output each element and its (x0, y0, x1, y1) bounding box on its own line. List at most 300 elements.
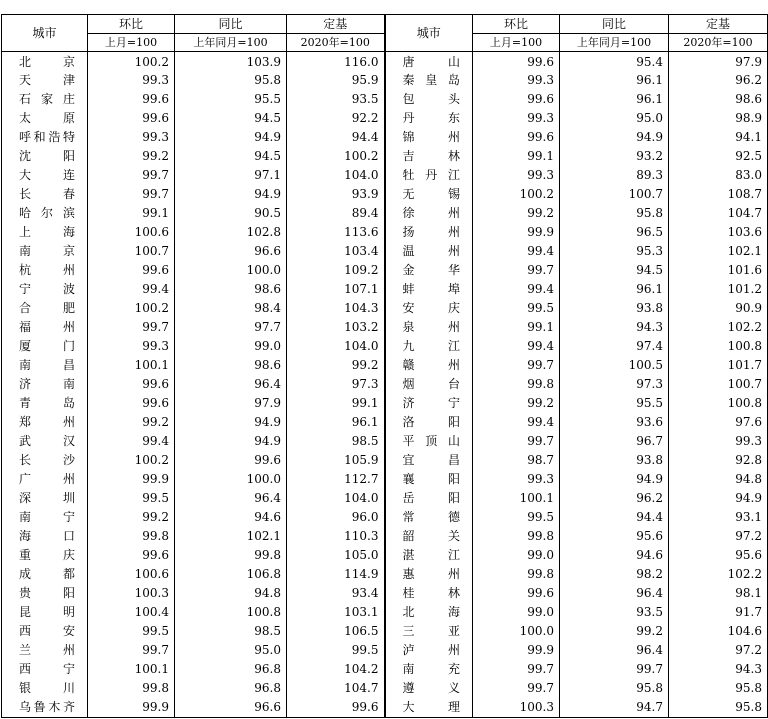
city-cell-left: 乌鲁木齐 (2, 697, 88, 717)
mom-cell-right: 99.9 (473, 641, 560, 660)
mom-cell-left: 99.8 (88, 679, 175, 698)
table-row (2, 242, 768, 261)
city-cell-right: 惠州 (385, 565, 473, 584)
yoy-subheader-right: 上年同月=100 (560, 34, 669, 52)
base-cell-left: 99.6 (287, 697, 385, 717)
mom-cell-right: 99.4 (473, 413, 560, 432)
mom-cell-left: 100.4 (88, 603, 175, 622)
city-cell-left: 天津 (2, 71, 88, 90)
base-cell-right: 101.6 (669, 261, 768, 280)
mom-cell-left: 99.2 (88, 508, 175, 527)
city-cell-right: 烟台 (385, 375, 473, 394)
city-cell-right: 徐州 (385, 204, 473, 223)
yoy-cell-right: 95.3 (560, 242, 669, 261)
mom-cell-left: 100.2 (88, 299, 175, 318)
yoy-cell-left: 96.6 (175, 697, 287, 717)
base-cell-left: 99.5 (287, 641, 385, 660)
city-cell-left: 宁波 (2, 280, 88, 299)
city-cell-right: 泉州 (385, 318, 473, 337)
base-cell-right: 108.7 (669, 185, 768, 204)
mom-subheader-left: 上月=100 (88, 34, 175, 52)
yoy-cell-right: 96.4 (560, 641, 669, 660)
city-cell-right: 洛阳 (385, 413, 473, 432)
mom-cell-right: 99.3 (473, 470, 560, 489)
mom-cell-left: 99.6 (88, 261, 175, 280)
base-cell-left: 104.0 (287, 166, 385, 185)
yoy-cell-left: 94.9 (175, 128, 287, 147)
yoy-cell-left: 100.0 (175, 261, 287, 280)
yoy-cell-left: 97.1 (175, 166, 287, 185)
city-cell-right: 桂林 (385, 584, 473, 603)
base-cell-left: 103.1 (287, 603, 385, 622)
base-subheader-left: 2020年=100 (287, 34, 385, 52)
city-cell-right: 扬州 (385, 223, 473, 242)
base-cell-right: 83.0 (669, 166, 768, 185)
base-cell-right: 95.6 (669, 546, 768, 565)
yoy-cell-left: 102.1 (175, 527, 287, 546)
city-cell-right: 牡丹江 (385, 166, 473, 185)
mom-cell-left: 99.7 (88, 641, 175, 660)
base-cell-left: 107.1 (287, 280, 385, 299)
yoy-cell-right: 100.5 (560, 356, 669, 375)
yoy-cell-left: 94.5 (175, 147, 287, 166)
city-cell-left: 海口 (2, 527, 88, 546)
yoy-cell-right: 95.4 (560, 52, 669, 72)
base-cell-right: 95.8 (669, 697, 768, 717)
base-cell-left: 109.2 (287, 261, 385, 280)
table-row (2, 90, 768, 109)
yoy-cell-right: 94.9 (560, 470, 669, 489)
city-cell-left: 上海 (2, 223, 88, 242)
table-row (2, 546, 768, 565)
table-row (2, 432, 768, 451)
yoy-cell-right: 96.4 (560, 584, 669, 603)
mom-cell-left: 99.8 (88, 527, 175, 546)
city-cell-right: 赣州 (385, 356, 473, 375)
yoy-cell-left: 99.6 (175, 451, 287, 470)
base-cell-left: 96.0 (287, 508, 385, 527)
yoy-cell-left: 96.8 (175, 679, 287, 698)
city-cell-left: 兰州 (2, 641, 88, 660)
city-cell-right: 九江 (385, 337, 473, 356)
mom-cell-right: 98.7 (473, 451, 560, 470)
yoy-cell-left: 103.9 (175, 52, 287, 72)
mom-cell-left: 100.2 (88, 52, 175, 72)
yoy-cell-right: 94.4 (560, 508, 669, 527)
city-cell-left: 合肥 (2, 299, 88, 318)
table-row (2, 697, 768, 717)
base-cell-left: 93.9 (287, 185, 385, 204)
base-cell-left: 114.9 (287, 565, 385, 584)
mom-cell-left: 100.3 (88, 584, 175, 603)
mom-cell-left: 99.4 (88, 280, 175, 299)
yoy-cell-left: 94.5 (175, 109, 287, 128)
city-cell-left: 银川 (2, 679, 88, 698)
base-cell-right: 99.3 (669, 432, 768, 451)
mom-cell-right: 99.8 (473, 527, 560, 546)
table-row (2, 413, 768, 432)
mom-cell-right: 100.3 (473, 697, 560, 717)
base-cell-right: 104.7 (669, 204, 768, 223)
yoy-cell-left: 95.5 (175, 90, 287, 109)
mom-cell-right: 100.2 (473, 185, 560, 204)
yoy-cell-right: 96.5 (560, 223, 669, 242)
base-cell-right: 92.8 (669, 451, 768, 470)
yoy-column-header-left: 同比 (175, 15, 287, 34)
mom-cell-left: 99.1 (88, 204, 175, 223)
mom-cell-right: 99.2 (473, 394, 560, 413)
yoy-column-header-right: 同比 (560, 15, 669, 34)
table-row (2, 489, 768, 508)
base-column-header-right: 定基 (669, 15, 768, 34)
mom-cell-right: 99.6 (473, 128, 560, 147)
base-cell-right: 94.3 (669, 660, 768, 679)
base-cell-right: 94.1 (669, 128, 768, 147)
base-cell-left: 104.3 (287, 299, 385, 318)
mom-column-header-right: 环比 (473, 15, 560, 34)
city-cell-left: 重庆 (2, 546, 88, 565)
base-cell-right: 97.9 (669, 52, 768, 72)
yoy-cell-left: 98.6 (175, 280, 287, 299)
base-cell-left: 104.0 (287, 337, 385, 356)
base-cell-right: 103.6 (669, 223, 768, 242)
base-cell-left: 99.2 (287, 356, 385, 375)
base-cell-left: 103.4 (287, 242, 385, 261)
table-row (2, 204, 768, 223)
mom-cell-left: 100.6 (88, 223, 175, 242)
yoy-cell-left: 106.8 (175, 565, 287, 584)
yoy-cell-left: 100.0 (175, 470, 287, 489)
yoy-cell-right: 96.1 (560, 280, 669, 299)
city-cell-left: 广州 (2, 470, 88, 489)
table-row (2, 508, 768, 527)
mom-cell-right: 99.1 (473, 147, 560, 166)
base-cell-right: 100.8 (669, 394, 768, 413)
city-cell-left: 呼和浩特 (2, 128, 88, 147)
city-cell-left: 昆明 (2, 603, 88, 622)
base-cell-left: 103.2 (287, 318, 385, 337)
table-row (2, 584, 768, 603)
city-cell-right: 襄阳 (385, 470, 473, 489)
base-cell-left: 104.0 (287, 489, 385, 508)
city-cell-right: 包头 (385, 90, 473, 109)
table-row (2, 71, 768, 90)
yoy-cell-left: 97.7 (175, 318, 287, 337)
city-column-header-left: 城市 (2, 15, 88, 52)
base-cell-left: 99.1 (287, 394, 385, 413)
base-cell-right: 97.6 (669, 413, 768, 432)
mom-cell-right: 99.3 (473, 166, 560, 185)
mom-cell-left: 99.7 (88, 166, 175, 185)
yoy-cell-left: 102.8 (175, 223, 287, 242)
city-cell-right: 唐山 (385, 52, 473, 72)
base-cell-left: 104.2 (287, 660, 385, 679)
yoy-cell-left: 94.8 (175, 584, 287, 603)
city-column-header-right: 城市 (385, 15, 473, 52)
yoy-cell-left: 94.6 (175, 508, 287, 527)
city-cell-left: 郑州 (2, 413, 88, 432)
city-cell-left: 西宁 (2, 660, 88, 679)
city-cell-right: 韶关 (385, 527, 473, 546)
base-cell-right: 94.8 (669, 470, 768, 489)
table-row (2, 622, 768, 641)
table-row (2, 603, 768, 622)
base-cell-right: 93.1 (669, 508, 768, 527)
city-cell-left: 南宁 (2, 508, 88, 527)
mom-cell-left: 99.3 (88, 337, 175, 356)
mom-cell-right: 99.7 (473, 432, 560, 451)
table-row (2, 299, 768, 318)
base-cell-left: 94.4 (287, 128, 385, 147)
mom-cell-left: 99.6 (88, 546, 175, 565)
mom-cell-right: 99.4 (473, 280, 560, 299)
mom-cell-left: 99.3 (88, 128, 175, 147)
mom-cell-right: 99.4 (473, 242, 560, 261)
yoy-cell-left: 97.9 (175, 394, 287, 413)
yoy-cell-right: 95.5 (560, 394, 669, 413)
base-cell-left: 110.3 (287, 527, 385, 546)
city-cell-right: 岳阳 (385, 489, 473, 508)
yoy-cell-left: 96.8 (175, 660, 287, 679)
yoy-cell-left: 96.6 (175, 242, 287, 261)
mom-cell-right: 99.7 (473, 261, 560, 280)
city-cell-right: 金华 (385, 261, 473, 280)
yoy-cell-right: 94.5 (560, 261, 669, 280)
table-body (2, 52, 768, 718)
base-cell-right: 96.2 (669, 71, 768, 90)
mom-cell-left: 99.4 (88, 432, 175, 451)
yoy-cell-right: 96.7 (560, 432, 669, 451)
yoy-cell-right: 93.8 (560, 451, 669, 470)
base-cell-right: 90.9 (669, 299, 768, 318)
mom-cell-left: 99.9 (88, 470, 175, 489)
yoy-cell-right: 95.8 (560, 204, 669, 223)
mom-cell-left: 100.7 (88, 242, 175, 261)
city-cell-left: 大连 (2, 166, 88, 185)
yoy-cell-right: 95.6 (560, 527, 669, 546)
city-cell-left: 武汉 (2, 432, 88, 451)
yoy-cell-right: 95.0 (560, 109, 669, 128)
base-cell-left: 97.3 (287, 375, 385, 394)
base-cell-left: 95.9 (287, 71, 385, 90)
table-row (2, 565, 768, 584)
yoy-cell-right: 93.2 (560, 147, 669, 166)
base-cell-left: 93.4 (287, 584, 385, 603)
city-cell-left: 南昌 (2, 356, 88, 375)
mom-cell-right: 99.2 (473, 204, 560, 223)
table-row (2, 147, 768, 166)
city-cell-left: 深圳 (2, 489, 88, 508)
yoy-cell-left: 100.8 (175, 603, 287, 622)
yoy-cell-right: 93.8 (560, 299, 669, 318)
yoy-cell-right: 100.7 (560, 185, 669, 204)
mom-cell-right: 100.1 (473, 489, 560, 508)
table-header (2, 15, 768, 52)
base-cell-right: 91.7 (669, 603, 768, 622)
city-cell-right: 蚌埠 (385, 280, 473, 299)
yoy-cell-right: 95.8 (560, 679, 669, 698)
yoy-cell-right: 96.2 (560, 489, 669, 508)
base-cell-left: 105.9 (287, 451, 385, 470)
table-row (2, 185, 768, 204)
base-cell-right: 98.6 (669, 90, 768, 109)
city-cell-left: 长春 (2, 185, 88, 204)
city-cell-left: 石家庄 (2, 90, 88, 109)
mom-cell-left: 99.6 (88, 90, 175, 109)
base-cell-right: 102.1 (669, 242, 768, 261)
city-cell-right: 泸州 (385, 641, 473, 660)
mom-cell-right: 99.5 (473, 508, 560, 527)
base-cell-right: 95.8 (669, 679, 768, 698)
base-cell-left: 92.2 (287, 109, 385, 128)
base-cell-right: 92.5 (669, 147, 768, 166)
base-cell-left: 116.0 (287, 52, 385, 72)
yoy-cell-right: 94.6 (560, 546, 669, 565)
yoy-cell-right: 99.7 (560, 660, 669, 679)
mom-cell-left: 99.2 (88, 147, 175, 166)
table-row (2, 318, 768, 337)
yoy-cell-right: 96.1 (560, 71, 669, 90)
base-cell-left: 89.4 (287, 204, 385, 223)
yoy-cell-left: 94.9 (175, 432, 287, 451)
yoy-cell-left: 98.4 (175, 299, 287, 318)
yoy-cell-right: 99.2 (560, 622, 669, 641)
yoy-cell-right: 94.3 (560, 318, 669, 337)
table-row (2, 660, 768, 679)
table-row (2, 641, 768, 660)
mom-cell-left: 100.1 (88, 356, 175, 375)
mom-cell-right: 99.6 (473, 584, 560, 603)
base-cell-left: 93.5 (287, 90, 385, 109)
yoy-cell-right: 93.6 (560, 413, 669, 432)
mom-cell-right: 99.7 (473, 356, 560, 375)
city-cell-right: 南充 (385, 660, 473, 679)
mom-cell-right: 99.9 (473, 223, 560, 242)
city-cell-right: 大理 (385, 697, 473, 717)
city-cell-left: 杭州 (2, 261, 88, 280)
yoy-cell-left: 99.0 (175, 337, 287, 356)
mom-cell-left: 99.7 (88, 185, 175, 204)
base-cell-right: 98.1 (669, 584, 768, 603)
base-cell-right: 100.8 (669, 337, 768, 356)
city-cell-left: 西安 (2, 622, 88, 641)
table-row (2, 128, 768, 147)
city-cell-left: 北京 (2, 52, 88, 72)
base-cell-right: 97.2 (669, 527, 768, 546)
city-cell-left: 哈尔滨 (2, 204, 88, 223)
city-cell-left: 贵阳 (2, 584, 88, 603)
city-cell-right: 湛江 (385, 546, 473, 565)
table-row (2, 356, 768, 375)
yoy-cell-left: 90.5 (175, 204, 287, 223)
city-cell-right: 秦皇岛 (385, 71, 473, 90)
yoy-cell-right: 96.1 (560, 90, 669, 109)
mom-cell-right: 100.0 (473, 622, 560, 641)
yoy-cell-right: 93.5 (560, 603, 669, 622)
base-cell-right: 97.2 (669, 641, 768, 660)
city-cell-right: 无锡 (385, 185, 473, 204)
city-cell-left: 济南 (2, 375, 88, 394)
city-cell-left: 长沙 (2, 451, 88, 470)
table-row (2, 337, 768, 356)
yoy-cell-left: 98.6 (175, 356, 287, 375)
table-row (2, 280, 768, 299)
table-row (2, 166, 768, 185)
mom-cell-right: 99.7 (473, 679, 560, 698)
city-cell-right: 安庆 (385, 299, 473, 318)
mom-column-header-left: 环比 (88, 15, 175, 34)
yoy-cell-right: 97.4 (560, 337, 669, 356)
city-cell-right: 三亚 (385, 622, 473, 641)
yoy-cell-left: 96.4 (175, 489, 287, 508)
city-cell-right: 丹东 (385, 109, 473, 128)
mom-cell-left: 99.5 (88, 622, 175, 641)
mom-cell-left: 99.6 (88, 109, 175, 128)
mom-cell-left: 99.9 (88, 697, 175, 717)
base-cell-right: 104.6 (669, 622, 768, 641)
mom-cell-left: 100.1 (88, 660, 175, 679)
table-row (2, 527, 768, 546)
mom-cell-left: 100.6 (88, 565, 175, 584)
mom-cell-right: 99.3 (473, 109, 560, 128)
yoy-cell-left: 94.9 (175, 413, 287, 432)
city-cell-right: 吉林 (385, 147, 473, 166)
yoy-cell-left: 95.8 (175, 71, 287, 90)
base-cell-left: 104.7 (287, 679, 385, 698)
base-cell-left: 105.0 (287, 546, 385, 565)
table-row (2, 261, 768, 280)
base-cell-right: 101.7 (669, 356, 768, 375)
base-cell-left: 113.6 (287, 223, 385, 242)
base-cell-right: 94.9 (669, 489, 768, 508)
mom-subheader-right: 上月=100 (473, 34, 560, 52)
mom-cell-right: 99.4 (473, 337, 560, 356)
city-cell-left: 沈阳 (2, 147, 88, 166)
base-cell-right: 101.2 (669, 280, 768, 299)
base-cell-right: 98.9 (669, 109, 768, 128)
yoy-cell-left: 96.4 (175, 375, 287, 394)
city-cell-right: 遵义 (385, 679, 473, 698)
mom-cell-left: 99.6 (88, 375, 175, 394)
yoy-cell-left: 94.9 (175, 185, 287, 204)
base-cell-left: 112.7 (287, 470, 385, 489)
mom-cell-right: 99.7 (473, 660, 560, 679)
mom-cell-right: 99.0 (473, 603, 560, 622)
city-cell-left: 成都 (2, 565, 88, 584)
table-row (2, 470, 768, 489)
city-cell-left: 福州 (2, 318, 88, 337)
table-row (2, 679, 768, 698)
city-cell-left: 南京 (2, 242, 88, 261)
city-cell-right: 济宁 (385, 394, 473, 413)
city-cell-right: 平顶山 (385, 432, 473, 451)
base-cell-right: 102.2 (669, 565, 768, 584)
city-cell-left: 太原 (2, 109, 88, 128)
city-cell-right: 北海 (385, 603, 473, 622)
mom-cell-left: 99.5 (88, 489, 175, 508)
city-cell-right: 锦州 (385, 128, 473, 147)
mom-cell-right: 99.8 (473, 375, 560, 394)
yoy-cell-left: 98.5 (175, 622, 287, 641)
mom-cell-left: 99.2 (88, 413, 175, 432)
base-cell-left: 100.2 (287, 147, 385, 166)
table-row (2, 394, 768, 413)
mom-cell-right: 99.6 (473, 90, 560, 109)
base-subheader-right: 2020年=100 (669, 34, 768, 52)
mom-cell-right: 99.3 (473, 71, 560, 90)
mom-cell-left: 99.6 (88, 394, 175, 413)
yoy-subheader-left: 上年同月=100 (175, 34, 287, 52)
